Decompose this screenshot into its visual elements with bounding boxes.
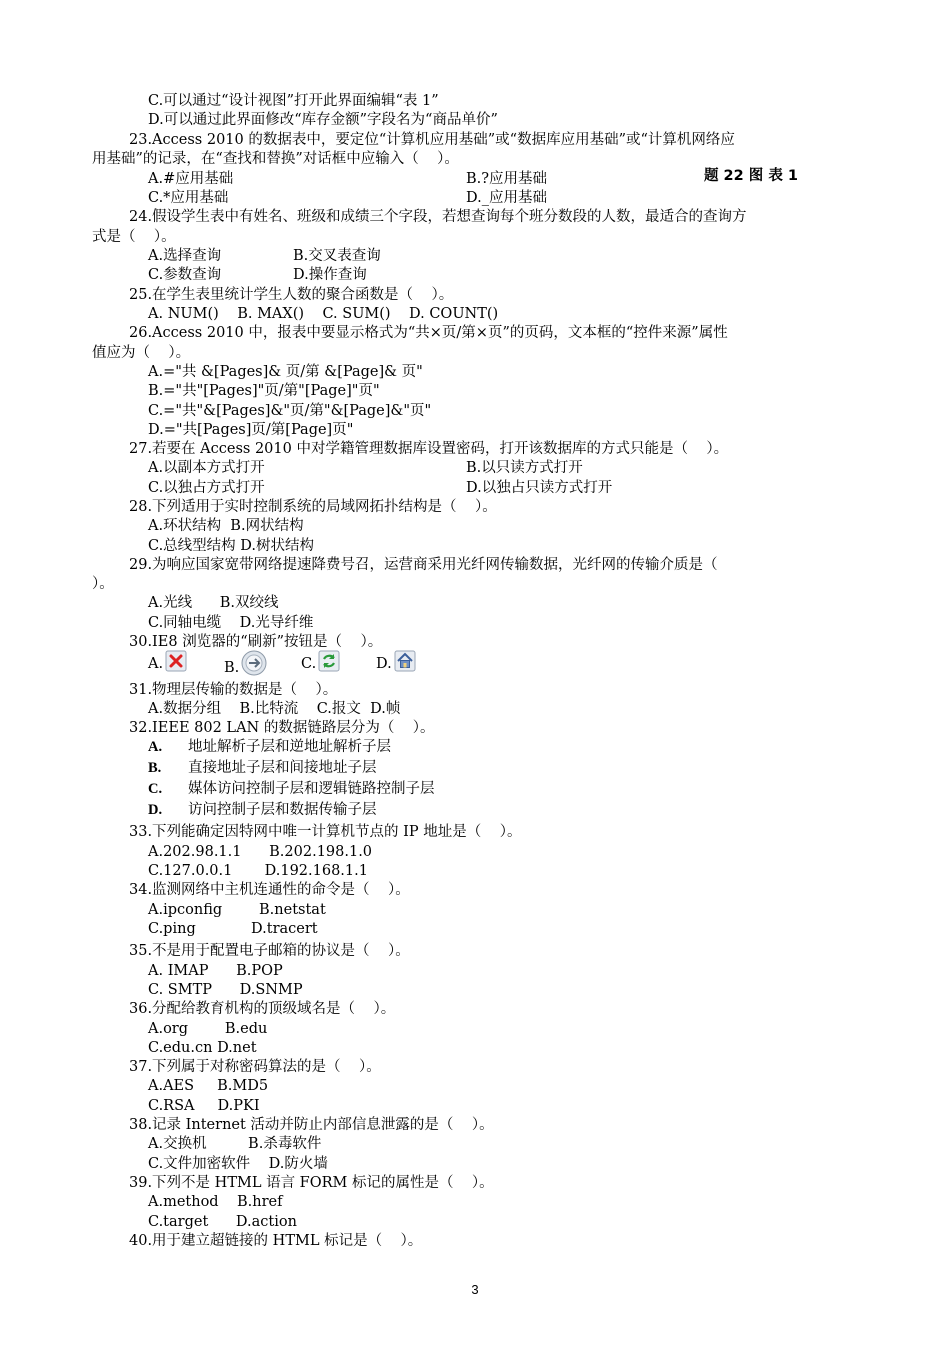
q30-option-b bbox=[224, 650, 267, 678]
text-line: C.*应用基础 bbox=[148, 190, 229, 206]
refresh-arrows-icon bbox=[318, 650, 340, 672]
text-line: A.选择查询 bbox=[148, 248, 222, 264]
q32-option bbox=[148, 759, 377, 778]
text-line: B.?应用基础 bbox=[466, 171, 548, 187]
text-line: 26.Access 2010 中，报表中要显示格式为“共×页/第×页”的页码，文本框的“控件来源”属性 bbox=[129, 325, 728, 341]
text-line: B.="共"[Pages]"页/第"[Page]"页" bbox=[148, 383, 380, 399]
text-line: B.交叉表查询 bbox=[293, 248, 381, 264]
text-line: A. IMAP B.POP bbox=[148, 963, 283, 979]
text-line: C.="共"&[Pages]&"页/第"&[Page]&"页" bbox=[148, 403, 432, 419]
text-line: D.操作查询 bbox=[293, 267, 367, 283]
refresh-circle-icon bbox=[241, 650, 267, 676]
home-icon bbox=[394, 650, 416, 672]
text-line: 式是（ ）。 bbox=[92, 229, 176, 245]
text-line: 25.在学生表里统计学生人数的聚合函数是（ ）。 bbox=[129, 287, 454, 303]
text-line: 32.IEEE 802 LAN 的数据链路层分为（ ）。 bbox=[129, 720, 435, 736]
option-letter: D. bbox=[148, 802, 163, 818]
option-text: 地址解析子层和逆地址解析子层 bbox=[188, 739, 391, 755]
text-line: D._应用基础 bbox=[466, 190, 547, 206]
page-number: 3 bbox=[471, 1282, 479, 1297]
option-label: D. bbox=[376, 656, 392, 672]
option-label: C. bbox=[301, 656, 317, 672]
option-label: A. bbox=[148, 656, 164, 672]
text-line: 23.Access 2010 的数据表中，要定位“计算机应用基础”或“数据库应用基础”或“计算机网络应 bbox=[129, 132, 735, 148]
text-line: 30.IE8 浏览器的“刷新”按钮是（ ）。 bbox=[129, 634, 383, 650]
text-line: 34.监测网络中主机连通性的命令是（ ）。 bbox=[129, 882, 410, 898]
text-line: C.总线型结构 D.树状结构 bbox=[148, 538, 315, 554]
text-line: C.可以通过“设计视图”打开此界面编辑“表 1” bbox=[148, 93, 439, 109]
text-line: A.AES B.MD5 bbox=[148, 1078, 269, 1094]
q30-option-a bbox=[148, 650, 187, 674]
text-line: 24.假设学生表中有姓名、班级和成绩三个字段，若想查询每个班分数段的人数，最适合的查询方 bbox=[129, 209, 747, 225]
text-line: ）。 bbox=[92, 576, 114, 592]
text-line: 39.下列不是 HTML 语言 FORM 标记的属性是（ ）。 bbox=[129, 1175, 494, 1191]
text-line: C.参数查询 bbox=[148, 267, 222, 283]
text-line: 33.下列能确定因特网中唯一计算机节点的 IP 地址是（ ）。 bbox=[129, 824, 522, 840]
text-line: C.RSA D.PKI bbox=[148, 1098, 260, 1114]
text-line: A.以副本方式打开 bbox=[148, 460, 265, 476]
text-line: A.method B.href bbox=[148, 1194, 283, 1210]
text-line: C.target D.action bbox=[148, 1214, 297, 1230]
text-line: 28.下列适用于实时控制系统的局域网拓扑结构是（ ）。 bbox=[129, 499, 497, 515]
stop-icon bbox=[165, 650, 187, 672]
text-line: B.以只读方式打开 bbox=[466, 460, 583, 476]
q30-option-c bbox=[301, 650, 340, 674]
text-line: 38.记录 Internet 活动并防止内部信息泄露的是（ ）。 bbox=[129, 1117, 494, 1133]
text-line: A. NUM() B. MAX() C. SUM() D. COUNT() bbox=[148, 306, 499, 322]
q32-option bbox=[148, 738, 391, 757]
option-letter: A. bbox=[148, 739, 163, 755]
text-line: C. SMTP D.SNMP bbox=[148, 982, 303, 998]
text-line: A.数据分组 B.比特流 C.报文 D.帧 bbox=[148, 701, 401, 717]
text-line: A.="共 &[Pages]& 页/第 &[Page]& 页" bbox=[148, 364, 423, 380]
text-line: C.同轴电缆 D.光导纤维 bbox=[148, 615, 314, 631]
text-line: C.edu.cn D.net bbox=[148, 1040, 257, 1056]
text-line: C.127.0.0.1 D.192.168.1.1 bbox=[148, 863, 368, 879]
text-line: D.以独占只读方式打开 bbox=[466, 480, 613, 496]
option-letter: C. bbox=[148, 781, 163, 797]
text-line: C.ping D.tracert bbox=[148, 921, 318, 937]
text-line: A.202.98.1.1 B.202.198.1.0 bbox=[148, 844, 373, 860]
text-line: C.文件加密软件 D.防火墙 bbox=[148, 1156, 328, 1172]
q32-option bbox=[148, 801, 377, 820]
text-line: D.可以通过此界面修改“库存金额”字段名为“商品单价” bbox=[148, 112, 498, 128]
text-line: A.org B.edu bbox=[148, 1021, 268, 1037]
text-line: 用基础”的记录，在“查找和替换”对话框中应输入（ ）。 bbox=[92, 151, 459, 167]
text-line: D.="共[Pages]页/第[Page]页" bbox=[148, 422, 354, 438]
figure-caption: 题 22 图 表 1 bbox=[704, 168, 798, 184]
option-text: 直接地址子层和间接地址子层 bbox=[188, 760, 377, 776]
text-line: A.交换机 B.杀毒软件 bbox=[148, 1136, 322, 1152]
text-line: 29.为响应国家宽带网络提速降费号召，运营商采用光纤网传输数据，光纤网的传输介质是（ bbox=[129, 557, 718, 573]
option-text: 媒体访问控制子层和逻辑链路控制子层 bbox=[188, 781, 435, 797]
text-line: A.光线 B.双绞线 bbox=[148, 595, 279, 611]
text-line: 40.用于建立超链接的 HTML 标记是（ ）。 bbox=[129, 1233, 423, 1249]
text-line: 37.下列属于对称密码算法的是（ ）。 bbox=[129, 1059, 381, 1075]
q30-option-d bbox=[376, 650, 416, 674]
text-line: 31.物理层传输的数据是（ ）。 bbox=[129, 682, 338, 698]
text-line: 35.不是用于配置电子邮箱的协议是（ ）。 bbox=[129, 943, 410, 959]
option-letter: B. bbox=[148, 760, 162, 776]
text-line: 值应为（ ）。 bbox=[92, 345, 191, 361]
text-line: A.ipconfig B.netstat bbox=[148, 902, 326, 918]
text-line: 36.分配给教育机构的顶级域名是（ ）。 bbox=[129, 1001, 396, 1017]
text-line: A.环状结构 B.网状结构 bbox=[148, 518, 304, 534]
text-line: A.#应用基础 bbox=[148, 171, 234, 187]
text-line: C.以独占方式打开 bbox=[148, 480, 265, 496]
option-text: 访问控制子层和数据传输子层 bbox=[188, 802, 377, 818]
q32-option bbox=[148, 780, 435, 799]
text-line: 27.若要在 Access 2010 中对学籍管理数据库设置密码，打开该数据库的方式只能是（ ）。 bbox=[129, 441, 729, 457]
option-label: B. bbox=[224, 660, 240, 676]
